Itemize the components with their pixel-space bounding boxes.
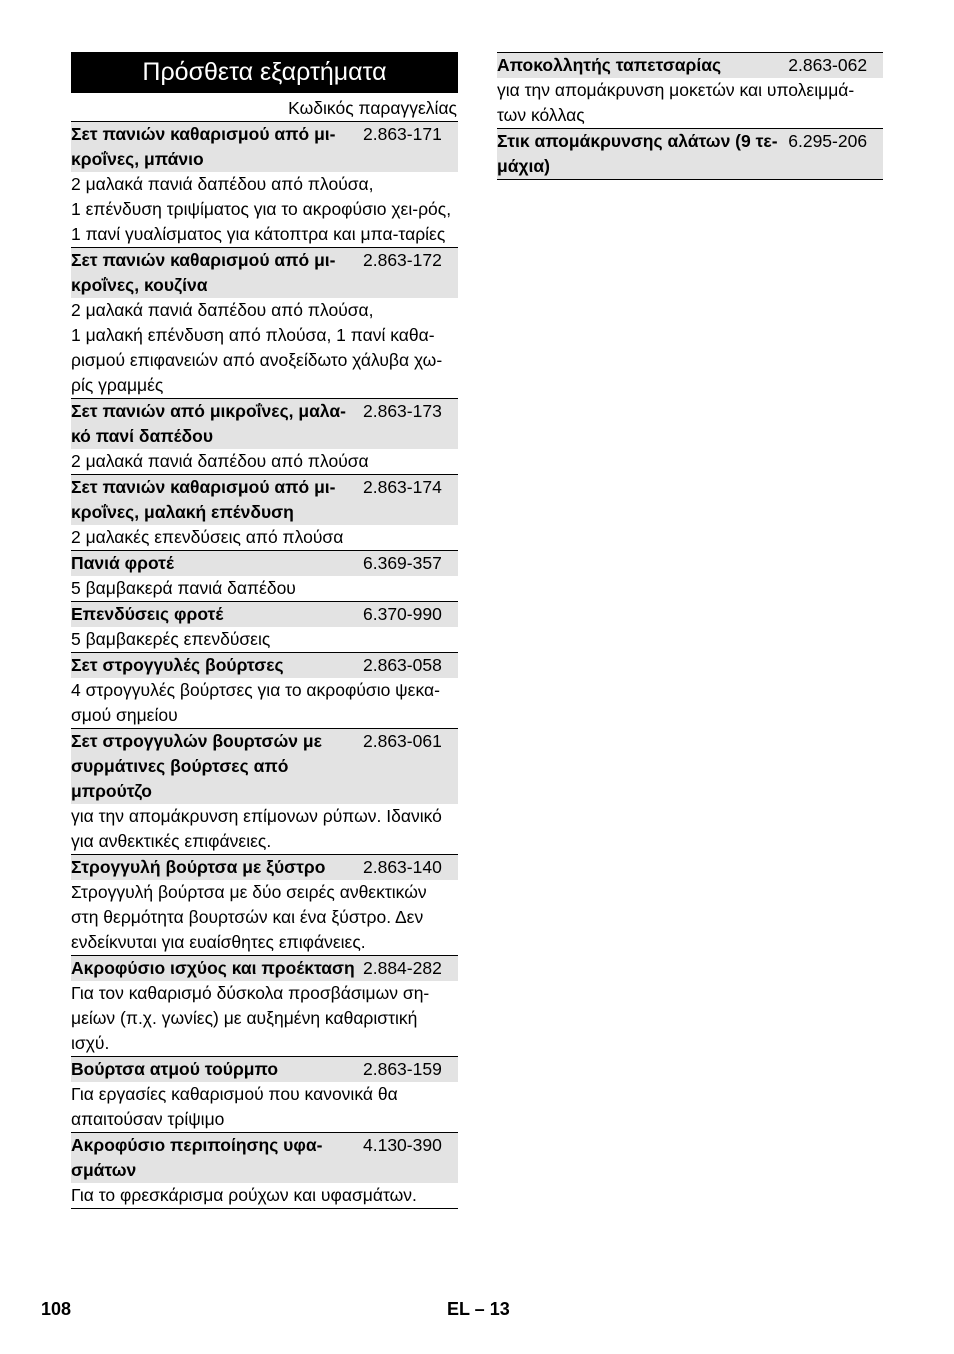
order-code: 2.863-140 <box>363 857 442 877</box>
accessory-description: 5 βαμβακερά πανιά δαπέδου <box>71 578 296 598</box>
accessory-description: 2 μαλακά πανιά δαπέδου από πλούσα, 1 μαλακή επένδυση από πλούσα, 1 πανί καθα-ρισμού επιφανειών από ανοξείδωτο χάλυβα χω-ρίς γραμμές <box>71 300 443 395</box>
order-code: 6.295-206 <box>788 131 868 151</box>
order-code: 2.863-173 <box>363 401 442 421</box>
accessory-item-header <box>71 729 458 804</box>
accessory-name: Σετ πανιών καθαρισμού από μι-κροΐνες, μπάνιο <box>71 124 336 169</box>
order-code: 2.863-174 <box>363 477 442 497</box>
accessory-item <box>497 129 883 180</box>
accessory-name: Στικ απομάκρυνσης αλάτων (9 τε-μάχια) <box>497 131 778 176</box>
accessory-description: 2 μαλακά πανιά δαπέδου από πλούσα <box>71 451 369 471</box>
accessory-description: Για τον καθαρισμό δύσκολα προσβάσιμων ση-μείων (π.χ. γωνίες) με αυξημένη καθαριστική ισχύ. <box>71 983 430 1053</box>
accessory-name: Στρογγυλή βούρτσα με ξύστρο <box>71 857 326 877</box>
accessory-name: Σετ πανιών καθαρισμού από μι-κροΐνες, μαλακή επένδυση <box>71 477 336 522</box>
accessory-item <box>71 248 458 399</box>
accessory-description: για την απομάκρυνση επίμονων ρύπων. Ιδανικό για ανθεκτικές επιφάνειες. <box>71 806 442 851</box>
accessory-name: Αποκολλητής ταπετσαρίας <box>497 55 722 75</box>
accessory-name: Σετ πανιών καθαρισμού από μι-κροΐνες, κουζίνα <box>71 250 336 295</box>
accessory-name: Βούρτσα ατμού τούρμπο <box>71 1059 279 1079</box>
accessory-item <box>71 653 458 729</box>
section-title: Πρόσθετα εξαρτήματα <box>71 52 458 93</box>
accessory-item-header <box>71 399 458 449</box>
left-column <box>71 52 458 1209</box>
accessory-list-left <box>71 122 458 1209</box>
order-code: 6.370-990 <box>363 604 442 624</box>
order-code: 2.863-058 <box>363 655 442 675</box>
page-number: 108 <box>41 1299 72 1319</box>
right-column <box>497 52 883 180</box>
accessory-item <box>71 475 458 551</box>
order-code: 2.863-061 <box>363 731 442 751</box>
order-code: 2.884-282 <box>363 958 442 978</box>
accessory-name: Ακροφύσιο ισχύος και προέκταση <box>71 958 355 978</box>
accessory-name: Σετ στρογγυλών βουρτσών με συρμάτινες βούρτσες από μπρούτζο <box>71 731 322 801</box>
accessory-item-header <box>71 475 458 525</box>
accessory-item <box>71 399 458 475</box>
order-code: 2.863-172 <box>363 250 442 270</box>
accessory-name: Επενδύσεις φροτέ <box>71 604 224 624</box>
accessory-description: για την απομάκρυνση μοκετών και υπολειμμά-των κόλλας <box>497 80 855 125</box>
accessory-description: 5 βαμβακερές επενδύσεις <box>71 629 271 649</box>
order-code: 2.863-159 <box>363 1059 442 1079</box>
accessory-item <box>71 602 458 653</box>
accessory-item-header <box>71 602 458 627</box>
accessory-item-header <box>497 129 883 179</box>
accessory-description: 4 στρογγυλές βούρτσες για το ακροφύσιο ψεκα-σμού σημείου <box>71 680 440 725</box>
accessory-item-header <box>71 1133 458 1183</box>
accessory-item <box>71 1133 458 1209</box>
accessory-item-header <box>71 1057 458 1082</box>
accessory-item <box>71 956 458 1057</box>
accessory-item <box>71 855 458 956</box>
accessory-item <box>71 551 458 602</box>
accessory-item-header <box>71 855 458 880</box>
accessory-description: 2 μαλακά πανιά δαπέδου από πλούσα, 1 επένδυση τριψίματος για το ακροφύσιο χει-ρός, 1 πανί γυαλίσματος για κάτοπτρα και μπα-ταρίες <box>71 174 452 244</box>
accessory-item <box>71 1057 458 1133</box>
accessory-description: Για εργασίες καθαρισμού που κανονικά θα απαιτούσαν τρίψιμο <box>71 1084 398 1129</box>
accessory-description: 2 μαλακές επενδύσεις από πλούσα <box>71 527 344 547</box>
accessory-item-header <box>71 956 458 981</box>
page-section-label: EL – 13 <box>447 1299 510 1319</box>
accessory-description: Στρογγυλή βούρτσα με δύο σειρές ανθεκτικών στη θερμότητα βουρτσών και ένα ξύστρο. Δεν ενδείκνυται για ευαίσθητες επιφάνειες. <box>71 882 427 952</box>
accessory-item-header <box>71 551 458 576</box>
order-code: 4.130-390 <box>363 1135 442 1155</box>
order-code-header: Κωδικός παραγγελίας <box>71 96 458 122</box>
accessory-item-header <box>497 53 883 78</box>
accessory-list-right <box>497 52 883 180</box>
order-code: 6.369-357 <box>363 553 442 573</box>
order-code: 2.863-171 <box>363 124 442 144</box>
accessory-name: Σετ πανιών από μικροΐνες, μαλα-κό πανί δαπέδου <box>71 401 346 446</box>
accessory-item-header <box>71 248 458 298</box>
accessory-item <box>497 52 883 129</box>
accessory-item <box>71 122 458 248</box>
accessory-item <box>71 729 458 855</box>
accessory-name: Σετ στρογγυλές βούρτσες <box>71 655 284 675</box>
accessory-item-header <box>71 653 458 678</box>
accessory-name: Πανιά φροτέ <box>71 553 174 573</box>
accessory-item-header <box>71 122 458 172</box>
accessory-name: Ακροφύσιο περιποίησης υφα-σμάτων <box>71 1135 323 1180</box>
order-code: 2.863-062 <box>788 55 868 75</box>
accessory-description: Για το φρεσκάρισμα ρούχων και υφασμάτων. <box>71 1185 417 1205</box>
